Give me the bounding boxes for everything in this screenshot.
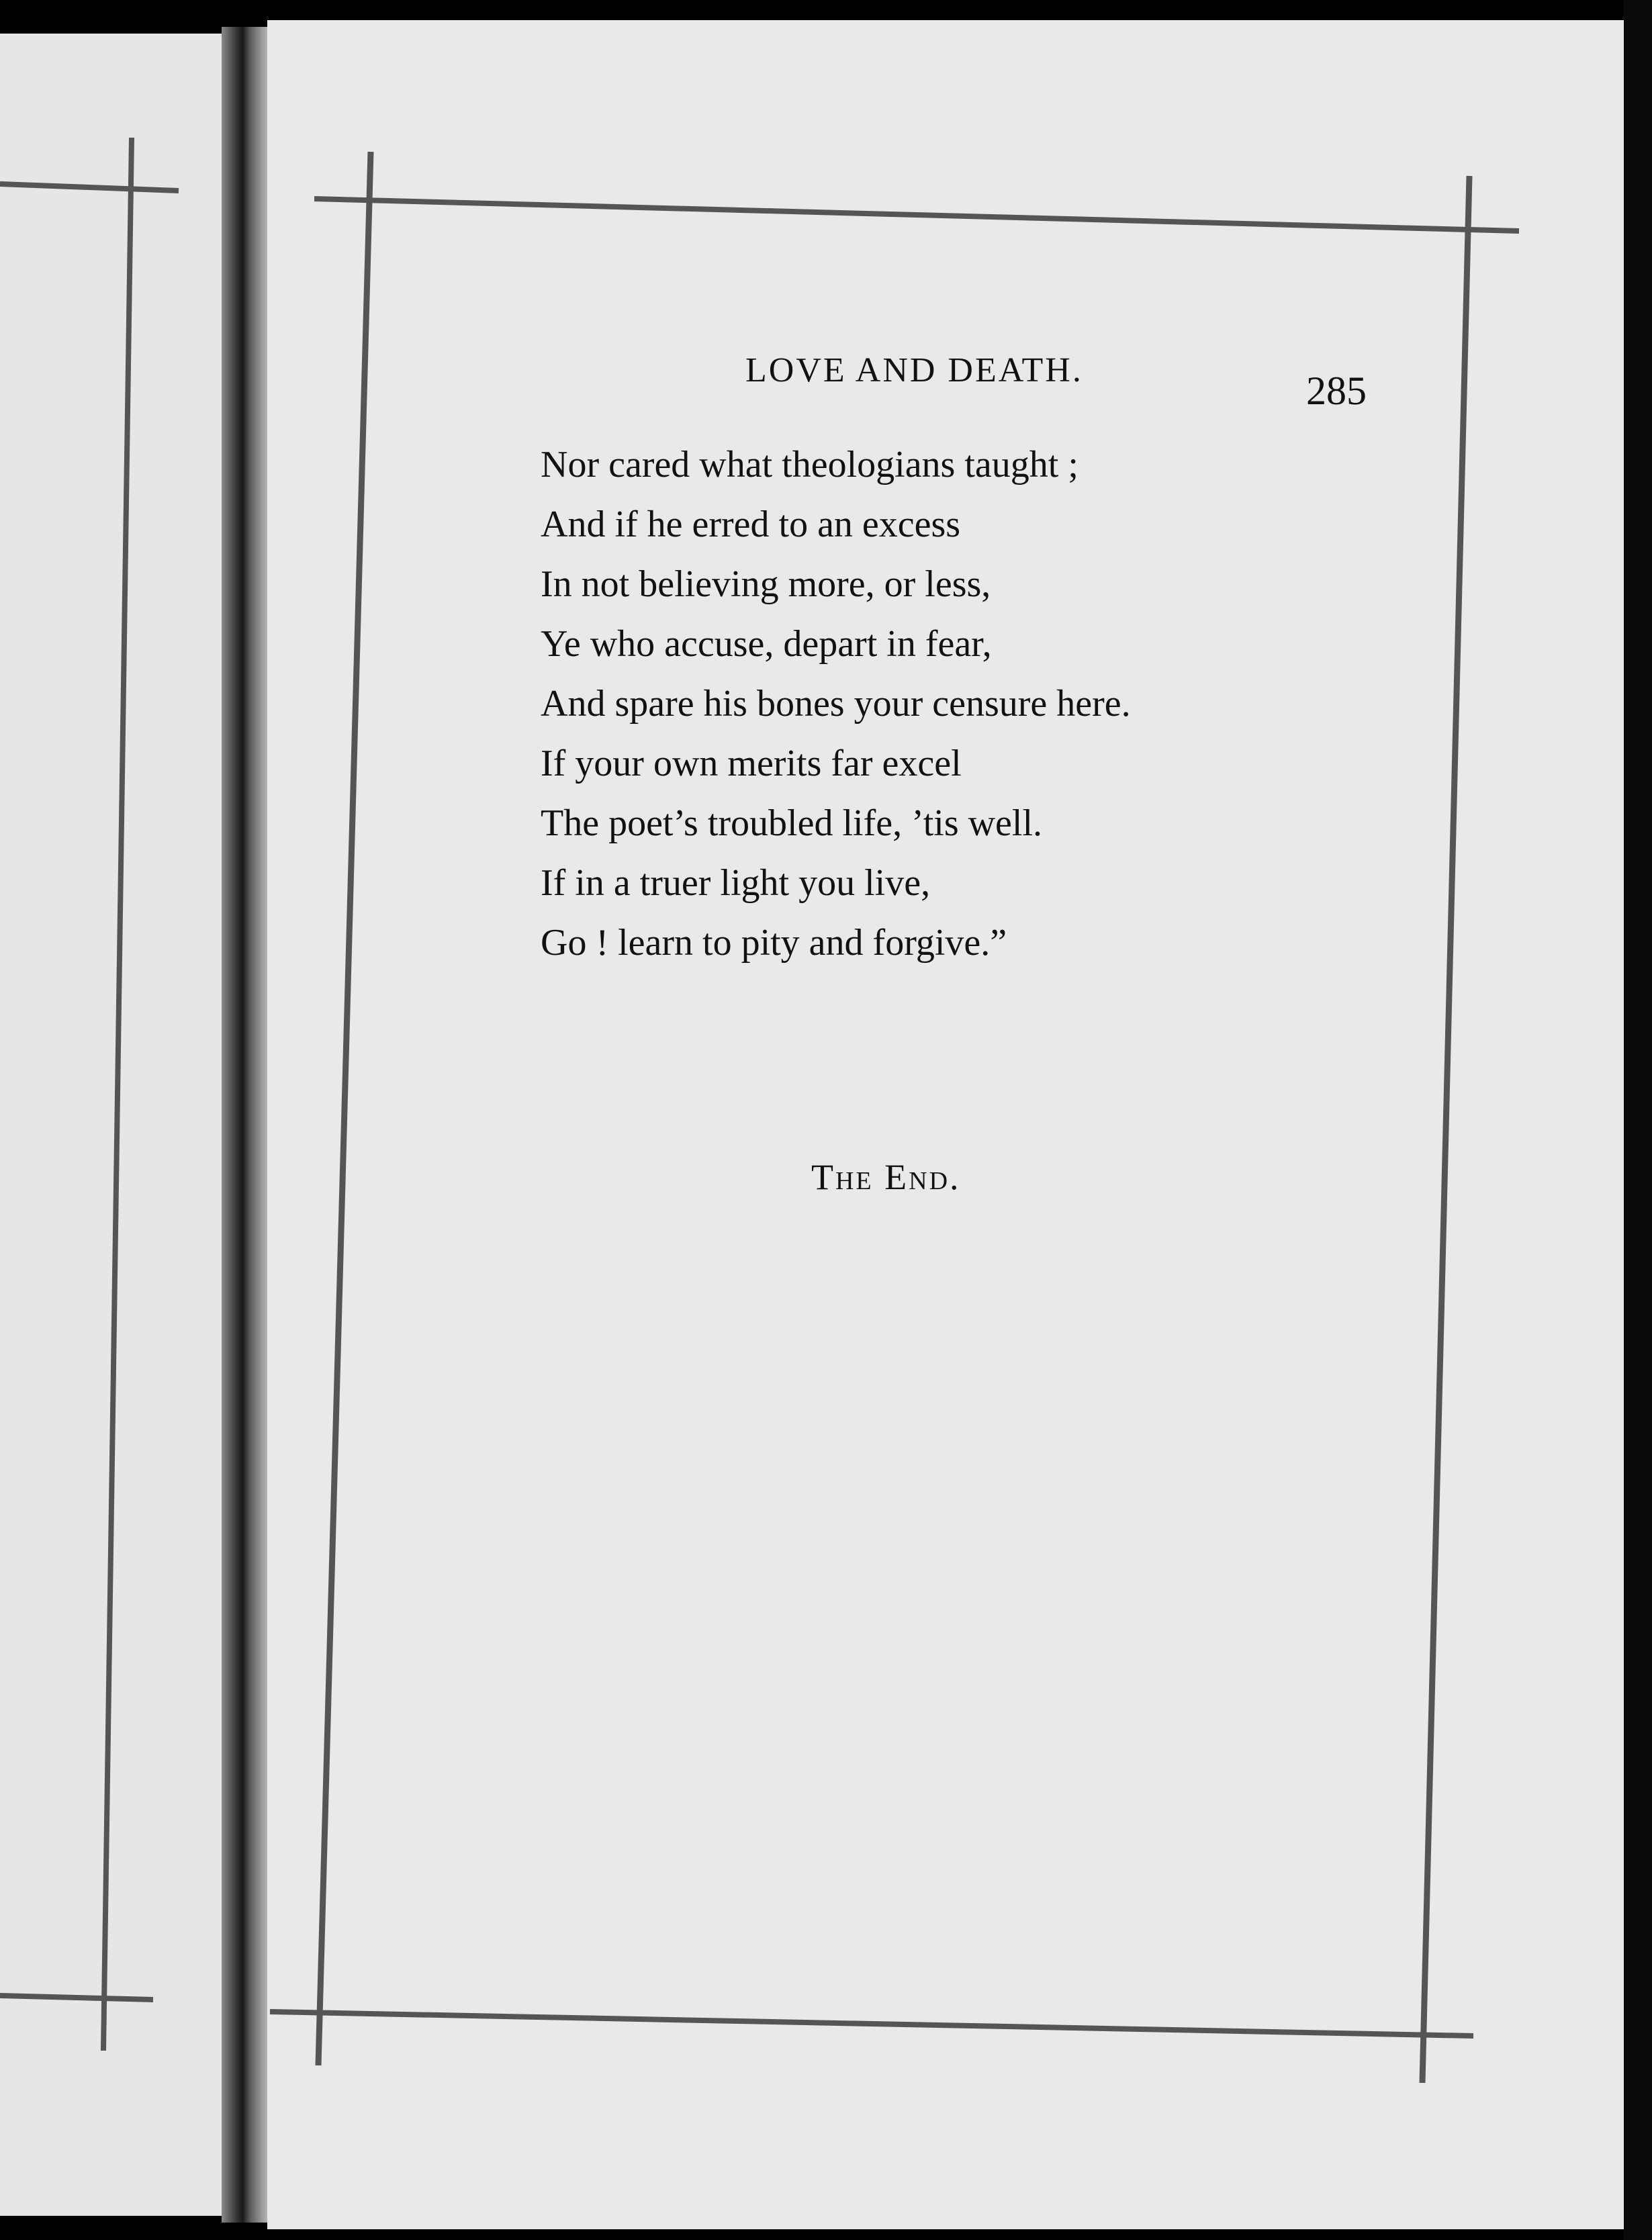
poem-line: Ye who accuse, depart in fear, (541, 623, 992, 665)
running-head: LOVE AND DEATH. (745, 351, 1083, 389)
frame-top-rule (314, 199, 1519, 231)
page-number: 285 (1306, 369, 1367, 413)
poem-line: In not believing more, or less, (541, 563, 991, 605)
poem-line: Nor cared what theologians taught ; (541, 444, 1079, 485)
poem-stanza (541, 435, 1346, 973)
poem-line: If your own merits far excel (541, 743, 962, 784)
left-page-bottom-rule (0, 1996, 153, 2000)
poem-line: If in a truer light you live, (541, 862, 931, 904)
poem-line: And spare his bones your censure here. (541, 683, 1131, 725)
frame-left-rule (318, 152, 371, 2065)
frame-right-rule (1422, 176, 1469, 2083)
poem-line: The poet’s troubled life, ’tis well. (541, 802, 1043, 844)
poem-line: And if he erred to an excess (541, 504, 961, 545)
left-page-vertical-rule (103, 138, 132, 2051)
poem-line: Go ! learn to pity and forgive.” (541, 922, 1007, 964)
frame-bottom-rule (270, 2012, 1473, 2036)
the-end-colophon: The End. (811, 1157, 961, 1197)
left-page-top-rule (0, 184, 179, 191)
